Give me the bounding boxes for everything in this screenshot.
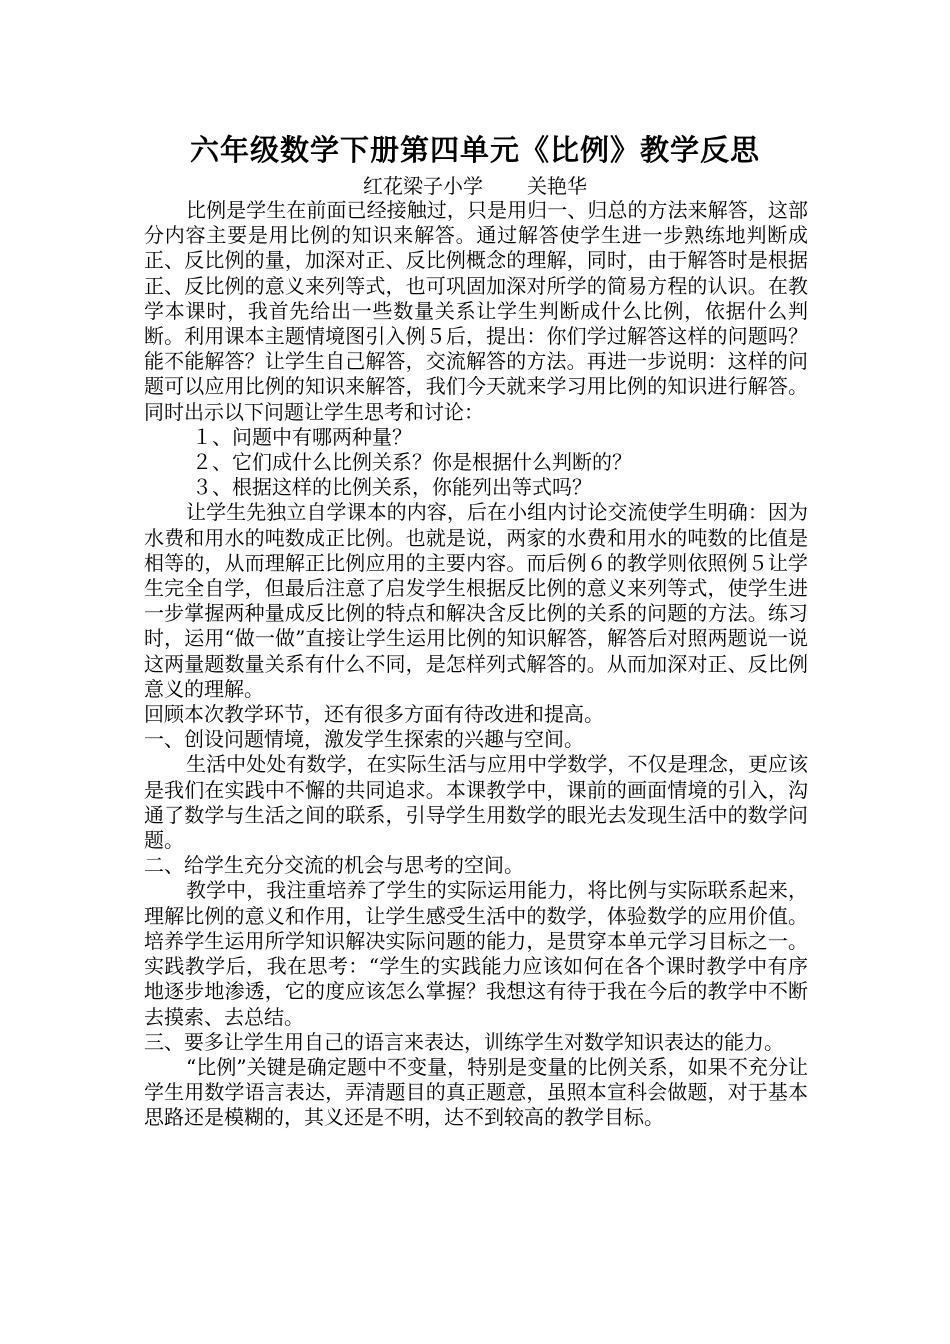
paragraph-section-1: 生活中处处有数学，在实际生活与应用中学数学，不仅是理念，更应该是我们在实践中不懈的共同追求。本课教学中，课前的画面情境的引入，沟通了数学与生活之间的联系，引导学生用数学的眼光去发现生活中的数学问题。	[144, 752, 808, 853]
paragraph-intro: 比例是学生在前面已经接触过，只是用归一、归总的方法来解答，这部分内容主要是用比例的知识来解答。通过解答使学生进一步熟练地判断成正、反比例的量，加深对正、反比例概念的理解，同时，由于解答时是根据正、反比例的意义来列等式，也可巩固加深对所学的简易方程的认识。在教学本课时，我首先给出一些数量关系让学生判断成什么比例，依据什么判断。利用课本主题情境图引入例５后，提出：你们学过解答这样的问题吗？能不能解答？让学生自己解答，交流解答的方法。再进一步说明：这样的问题可以应用比例的知识来解答，我们今天就来学习用比例的知识进行解答。同时出示以下问题让学生思考和讨论：	[144, 198, 808, 424]
section-heading-1: 一、创设问题情境，激发学生探索的兴趣与空间。	[144, 727, 584, 752]
question-2: ２、它们成什么比例关系？你是根据什么判断的？	[192, 450, 632, 475]
byline	[0, 173, 950, 199]
document-title: 六年级数学下册第四单元《比例》教学反思	[189, 133, 760, 167]
section-heading-2: 二、给学生充分交流的机会与思考的空间。	[144, 853, 524, 878]
paragraph-section-3: “比例”关键是确定题中不变量，特别是变量的比例关系，如果不充分让学生用数学语言表达，弄清题目的真正题意，虽照本宣科会做题，对于基本思路还是模糊的，其义还是不明，达不到较高的教学目标。	[144, 1054, 808, 1130]
author-name: 关艳华	[527, 174, 587, 198]
document-body	[144, 198, 808, 1131]
paragraph-self-study: 让学生先独立自学课本的内容，后在小组内讨论交流使学生明确：因为水费和用水的吨数成正比例。也就是说，两家的水费和用水的吨数的比值是相等的，从而理解正比例应用的主要内容。而后例６的教学则依照例５让学生完全自学，但最后注意了启发学生根据反比例的意义来列等式，使学生进一步掌握两种量成反比例的特点和解决含反比例的关系的问题的方法。练习时，运用“做一做”直接让学生运用比例的知识解答，解答后对照两题说一说这两量题数量关系有什么不同，是怎样列式解答的。从而加深对正、反比例意义的理解。	[144, 500, 808, 701]
paragraph-review: 回顾本次教学环节，还有很多方面有待改进和提高。	[144, 702, 604, 727]
school-name: 红花梁子小学	[363, 174, 483, 198]
question-1: １、问题中有哪两种量？	[192, 424, 412, 449]
question-3: ３、根据这样的比例关系，你能列出等式吗？	[192, 475, 592, 500]
paragraph-section-2: 教学中，我注重培养了学生的实际运用能力，将比例与实际联系起来，理解比例的意义和作用，让学生感受生活中的数学，体验数学的应用价值。培养学生运用所学知识解决实际问题的能力，是贯穿本单元学习目标之一。实践教学后，我在思考：“学生的实践能力应该如何在各个课时教学中有序地逐步地渗透，它的度应该怎么掌握？我想这有待于我在今后的教学中不断去摸索、去总结。	[144, 878, 808, 1029]
section-heading-3: 三、要多让学生用自己的语言来表达，训练学生对数学知识表达的能力。	[144, 1029, 784, 1054]
